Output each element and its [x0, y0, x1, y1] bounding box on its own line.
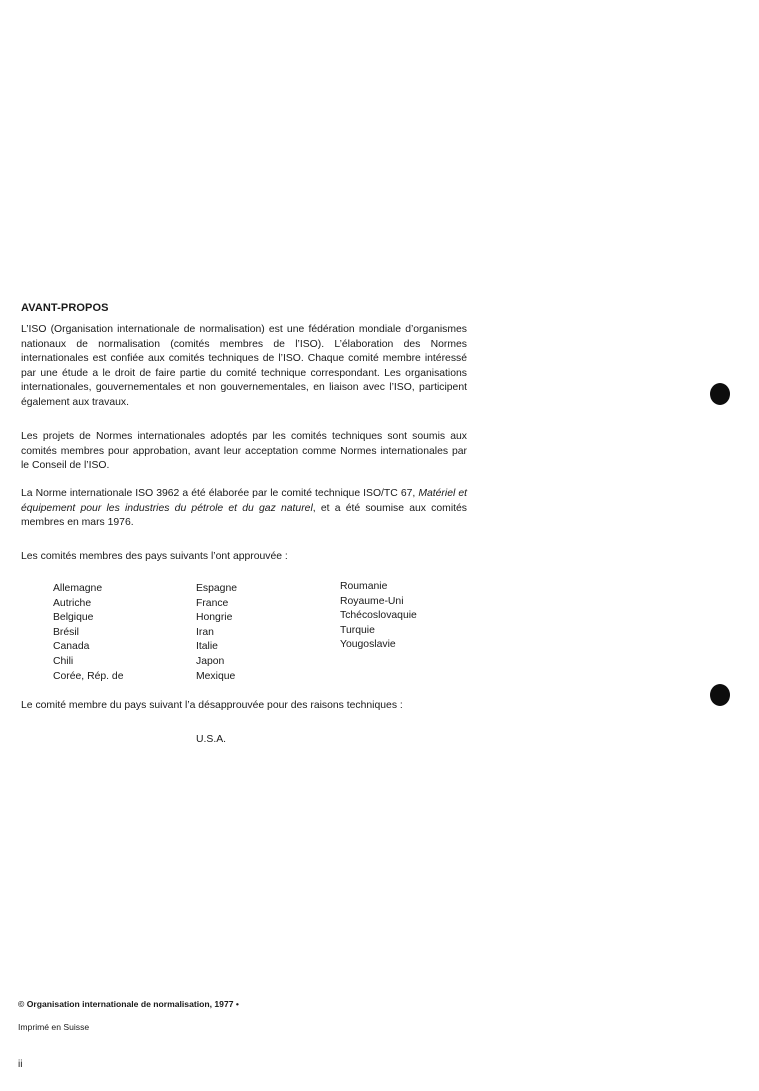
p3-text-before: La Norme internationale ISO 3962 a été élaborée par le comité technique ISO/TC 67,: [21, 488, 419, 499]
country-item: Turquie: [340, 624, 375, 636]
country-column-2: [196, 582, 237, 684]
paragraph-standard-origin: [21, 487, 467, 531]
paragraph-iso-intro: L’ISO (Organisation internationale de normalisation) est une fédération mondiale d’organismes nationaux de normalisation (comités membres de l’ISO). L’élaboration des Normes internationales est confiée aux comités techniques de l’ISO. Chaque comité membre intéressé par une étude a le droit de faire partie du comité technique correspondant. Les organisations internationales, gouvernementales et non gouvernementales, en liaison avec l’ISO, participent également aux travaux.: [21, 324, 467, 408]
country-item: Corée, Rép. de: [53, 670, 124, 682]
country-item: Roumanie: [340, 581, 388, 592]
country-item: Japon: [196, 655, 225, 667]
country-item: Hongrie: [196, 612, 233, 624]
disapproving-country: U.S.A.: [196, 734, 227, 745]
country-item: France: [196, 597, 229, 609]
binding-hole-mark: [710, 383, 730, 405]
binding-hole-mark: [710, 684, 730, 706]
country-item: Chili: [53, 655, 74, 667]
country-item: Canada: [53, 641, 90, 653]
p3-text-after: , et a été soumise aux comités membres en mars 1976.: [21, 502, 467, 529]
country-column-3: [340, 580, 417, 653]
country-item: Belgique: [53, 612, 94, 624]
country-item: Autriche: [53, 597, 92, 609]
country-item: Tchécoslovaquie: [340, 610, 417, 622]
country-item: Yougoslavie: [340, 639, 396, 651]
paragraph-approvers-intro: Les comités membres des pays suivants l’ont approuvée :: [21, 551, 288, 562]
country-column-1: [53, 582, 123, 684]
country-item: Italie: [196, 641, 218, 653]
country-item: Allemagne: [53, 583, 103, 594]
paragraph-approval-process: Les projets de Normes internationales adoptés par les comités techniques sont soumis aux comités membres pour approbation, avant leur acceptation comme Normes internationales par le Conseil de l’ISO.: [21, 431, 467, 472]
country-item: Iran: [196, 626, 214, 638]
country-item: Brésil: [53, 626, 79, 638]
copyright-notice: © Organisation internationale de normalisation, 1977 •: [18, 999, 239, 1009]
paragraph-disapproval: Le comité membre du pays suivant l’a désapprouvée pour des raisons techniques :: [21, 700, 403, 711]
country-item: Espagne: [196, 583, 238, 594]
country-item: Mexique: [196, 670, 236, 682]
country-item: Royaume-Uni: [340, 595, 404, 607]
section-heading: AVANT-PROPOS: [21, 302, 109, 314]
page-number: ii: [18, 1059, 23, 1070]
p3-committee-title: Matériel et équipement pour les industries du pétrole et du gaz naturel: [21, 488, 467, 514]
printed-in: Imprimé en Suisse: [18, 1022, 90, 1032]
